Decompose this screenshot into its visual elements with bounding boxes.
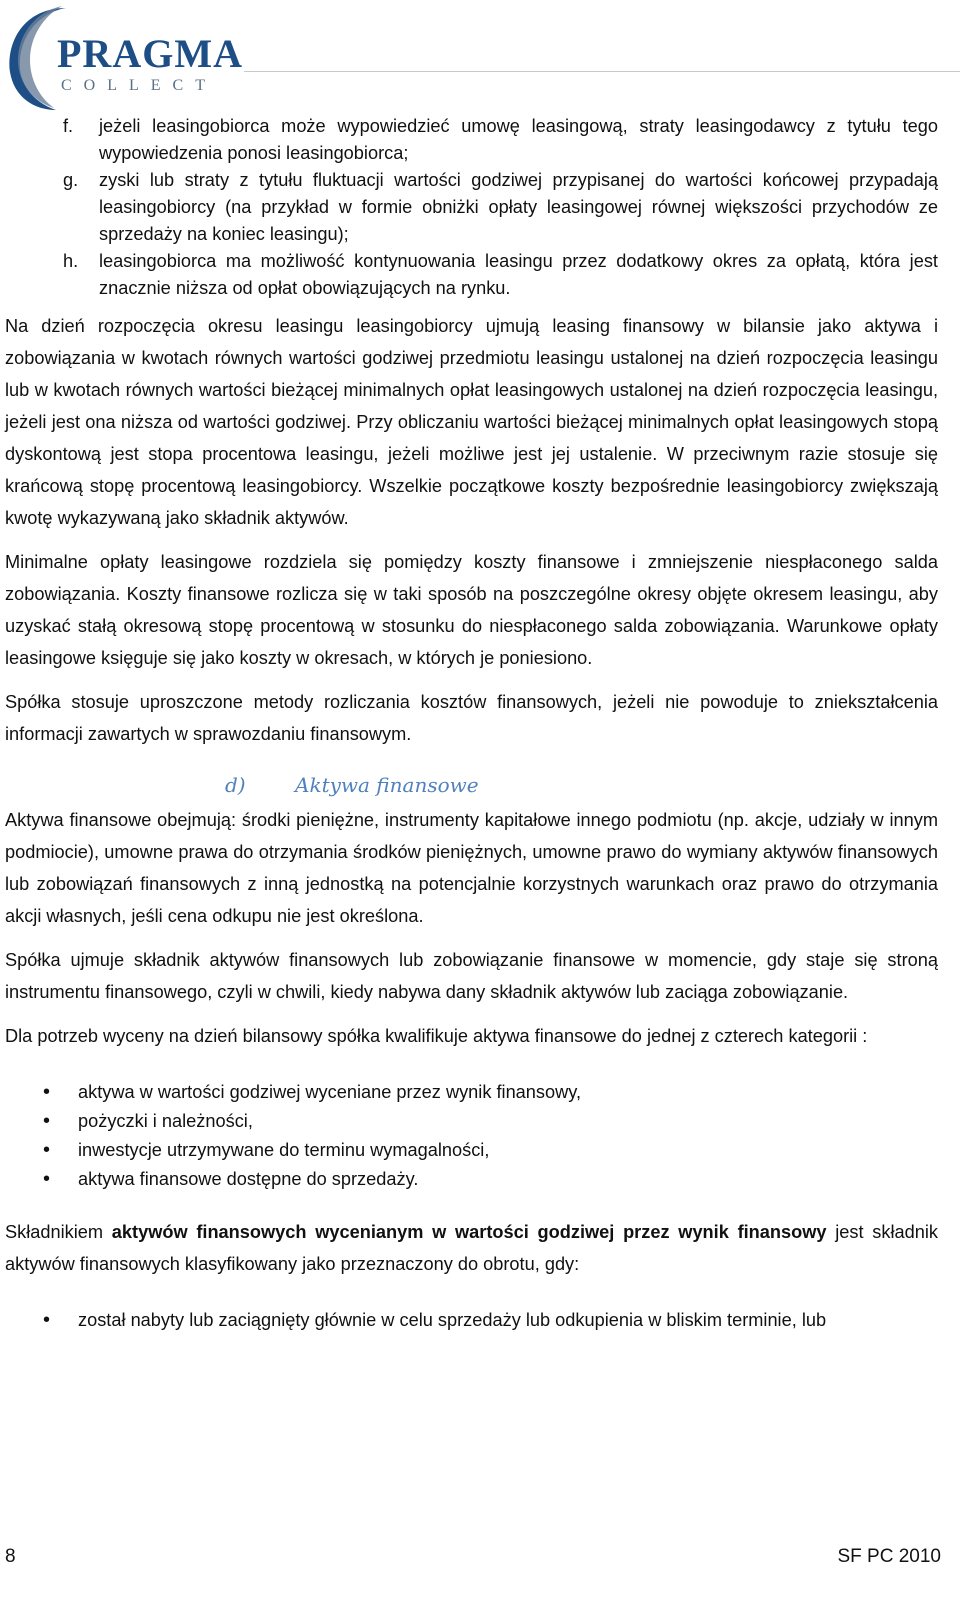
list-marker: g. xyxy=(63,170,79,190)
list-item-text: leasingobiorca ma możliwość kontynuowania leasingu przez dodatkowy okres za opłatą, która jest znacznie niższa od opłat obowiązujących na rynku. xyxy=(99,251,938,298)
list-item xyxy=(5,1306,938,1335)
header-divider xyxy=(244,71,960,72)
paragraph: Minimalne opłaty leasingowe rozdziela się pomiędzy koszty finansowe i zmniejszenie niespłaconego salda zobowiązania. Koszty finansowe rozlicza się w taki sposób na poszczególne okresy objęte okresem leasingu, aby uzyskać stałą okresową stopę procentową w stosunku do niespłaconego salda zobowiązania. Warunkowe opłaty leasingowe księguje się jako koszty w okresach, w których je poniesiono. xyxy=(5,552,938,668)
condition-list xyxy=(5,1306,938,1335)
list-item xyxy=(5,1107,938,1136)
bullet-icon: • xyxy=(43,1309,51,1331)
list-item xyxy=(5,1078,938,1107)
list-item-text: jeżeli leasingobiorca może wypowiedzieć umowę leasingową, straty leasingodawcy z tytułu tego wypowiedzenia ponosi leasingobiorca; xyxy=(99,116,938,163)
logo-subtitle: COLLECT xyxy=(61,77,217,94)
list-item-text: aktywa w wartości godziwej wyceniane przez wynik finansowy, xyxy=(78,1082,582,1102)
logo-wordmark: PRAGMA xyxy=(57,31,243,76)
list-marker: h. xyxy=(63,251,79,271)
list-item-text: inwestycje utrzymywane do terminu wymagalności, xyxy=(78,1140,490,1160)
list-item xyxy=(5,1165,938,1194)
paragraph: Na dzień rozpoczęcia okresu leasingu leasingobiorcy ujmują leasing finansowy w bilansie jako aktywa i zobowiązania w kwotach równych wartości godziwej przedmiotu leasingu ustalonej na dzień rozpoczęcia leasingu lub w kwotach równych wartości bieżącej minimalnych opłat leasingowych ustalonej na dzień rozpoczęcia leasingu, jeżeli jest ona niższa od wartości godziwej. Przy obliczaniu wartości bieżącej minimalnych opłat leasingowych stopą dyskontową jest stopa procentowa leasingu, jeżeli możliwe jest jej ustalenie. W przeciwnym razie stosuje się krańcową stopę procentową leasingobiorcy. Wszelkie początkowe koszty bezpośrednie leasingobiorcy zwiększają kwotę wykazywaną jako składnik aktywów. xyxy=(5,316,938,528)
list-item-text: aktywa finansowe dostępne do sprzedaży. xyxy=(78,1169,419,1189)
list-item xyxy=(5,167,938,248)
bullet-icon: • xyxy=(43,1139,51,1161)
document-body xyxy=(5,113,938,1335)
bullet-icon: • xyxy=(43,1081,51,1103)
section-heading xyxy=(5,768,938,802)
page-number: 8 xyxy=(5,1546,16,1567)
paragraph: Spółka ujmuje składnik aktywów finansowych lub zobowiązanie finansowe w momencie, gdy staje się stroną instrumentu finansowego, czyli w chwili, kiedy nabywa dany składnik aktywów lub zaciąga zobowiązanie. xyxy=(5,950,938,1002)
paragraph: Dla potrzeb wyceny na dzień bilansowy spółka kwalifikuje aktywa finansowe do jednej z czterech kategorii : xyxy=(5,1026,868,1046)
paragraph: Aktywa finansowe obejmują: środki pieniężne, instrumenty kapitałowe innego podmiotu (np. akcje, udziały w innym podmiocie), umowne prawa do otrzymania środków pieniężnych, umowne prawo do wymiany aktywów finansowych lub zobowiązań finansowych z inną jednostką na potencjalnie korzystnych warunkach oraz prawo do otrzymania akcji własnych, jeśli cena odkupu nie jest określona. xyxy=(5,810,938,926)
pragma-collect-logo xyxy=(4,2,244,112)
section-title: Aktywa finansowe xyxy=(295,773,479,797)
footer-doc-label: SF PC 2010 xyxy=(837,1546,941,1567)
list-item xyxy=(5,113,938,167)
paragraph: Spółka stosuje uproszczone metody rozliczania kosztów finansowych, jeżeli nie powoduje to zniekształcenia informacji zawartych w sprawozdaniu finansowym. xyxy=(5,692,938,744)
list-marker: f. xyxy=(63,116,74,136)
bullet-icon: • xyxy=(43,1110,51,1132)
list-item xyxy=(5,1136,938,1165)
paragraph-text-start: Składnikiem xyxy=(5,1222,112,1242)
paragraph-text-end: jest składnik aktywów finansowych klasyfikowany jako przeznaczony do obrotu, gdy: xyxy=(5,1222,938,1274)
bullet-icon: • xyxy=(43,1168,51,1190)
list-item-text: został nabyty lub zaciągnięty głównie w celu sprzedaży lub odkupienia w bliskim terminie, lub xyxy=(78,1310,827,1330)
section-marker: d) xyxy=(225,773,246,797)
category-list xyxy=(5,1078,938,1194)
paragraph xyxy=(5,1216,938,1280)
list-item-text: pożyczki i należności, xyxy=(78,1111,253,1131)
bold-term: aktywów finansowych wycenianym w wartości godziwej przez wynik finansowy xyxy=(111,1222,827,1242)
list-item xyxy=(5,248,938,302)
list-item-text: zyski lub straty z tytułu fluktuacji wartości godziwej przypisanej do wartości końcowej przypadają leasingobiorcy (na przykład w formie obniżki opłaty leasingowej równej większości przychodów ze sprzedaży na koniec leasingu); xyxy=(99,170,938,244)
